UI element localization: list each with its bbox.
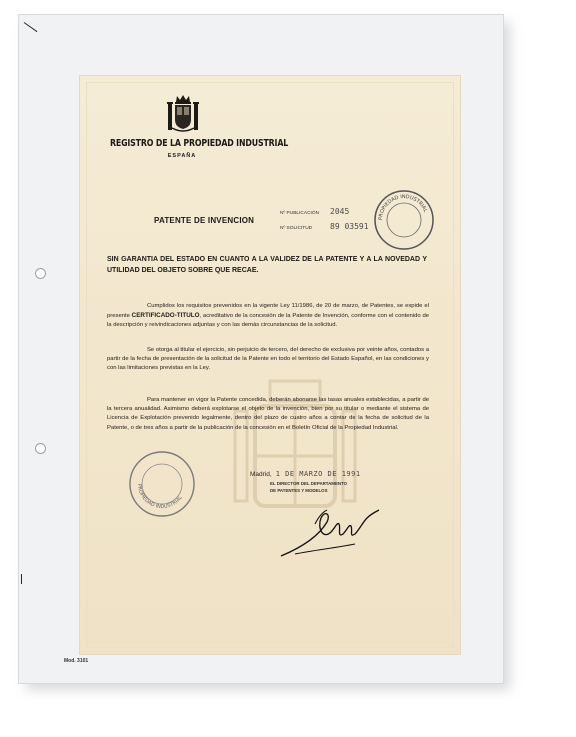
issue-date: 1 DE MARZO DE 1991 <box>275 470 361 478</box>
publication-number: 2045 <box>330 207 350 216</box>
spanish-coat-of-arms-icon <box>166 94 200 134</box>
warranty-disclaimer: SIN GARANTIA DEL ESTADO EN CUANTO A LA VALIDEZ DE LA PATENTE Y A LA NOVEDAD Y UTILIDAD DEL OBJETO SOBRE QUE RECAE. <box>107 256 427 274</box>
certificate-title-term: CERTIFICADO-TITULO <box>131 312 200 320</box>
registry-stamp-left <box>126 448 198 520</box>
paragraph-maintenance: Para mantener en vigor la Patente concedida, deberán abonarse las tasas anuales establecidas, a partir de la tercera anualidad. Asimismo deberá explotarse el objeto de la invención, bien por su titular o mediante el sistema de Licencia de Explotación prevenido legalmente, dentro del plazo de cuatro años a contar de la fecha de solicitud de la Patente, o de tres años a partir de la publicación de la concesión en el Boletín Oficial de la Propiedad Industrial. <box>107 397 429 431</box>
registry-stamp-right <box>372 188 436 252</box>
stamp-text-right: PROPIEDAD INDUSTRIAL <box>377 193 429 221</box>
registry-title: REGISTRO DE LA PROPIEDAD INDUSTRIAL <box>110 138 289 149</box>
patent-certificate <box>79 75 461 655</box>
director-signature <box>275 494 385 564</box>
side-tick <box>21 574 22 584</box>
director-title-line-1: EL DIRECTOR DEL DEPARTAMENTO <box>270 481 348 486</box>
issue-place: Madrid, <box>250 471 272 478</box>
document-sheet <box>18 14 504 684</box>
stamp-text-left: PROPIEDAD INDUSTRIAL <box>135 483 184 511</box>
patent-title: PATENTE DE INVENCION <box>154 216 255 225</box>
registry-country: ESPAÑA <box>167 153 197 159</box>
application-label: Nº SOLICITUD <box>280 226 313 231</box>
form-code: Mod. 3101 <box>64 658 89 664</box>
paragraph-issuance-start: Cumplidos los requisitos prevenidos en la vigente Ley 11/1986, de 20 de marzo, de Patentes, se expide el presente <box>107 303 429 320</box>
svg-text:PROPIEDAD INDUSTRIAL <box>136 484 184 510</box>
issue-date-line <box>250 470 361 478</box>
director-title-line-2: DE PATENTES Y MODELOS <box>270 488 328 493</box>
publication-label: Nº PUBLICACIÓN <box>280 211 320 216</box>
punch-hole-top <box>35 268 46 279</box>
paragraph-issuance-end: , acreditativo de la concesión de la Patente de Invención, conforme con el contenido de la descripción y reivindicaciones adjuntas y con las demás circunstancias de la solicitud. <box>107 313 429 329</box>
paragraph-issuance <box>107 302 429 331</box>
punch-hole-bottom <box>35 443 46 454</box>
paragraph-rights: Se otorga al titular el ejercicio, sin perjuicio de tercero, del derecho de exclusiva por veinte años, contados a partir de la fecha de presentación de la solicitud de la Patente en todo el territorio del Estado Español, en las condiciones y con las limitaciones previstas en la Ley. <box>107 347 429 372</box>
application-number: 89 03591 <box>330 222 369 231</box>
